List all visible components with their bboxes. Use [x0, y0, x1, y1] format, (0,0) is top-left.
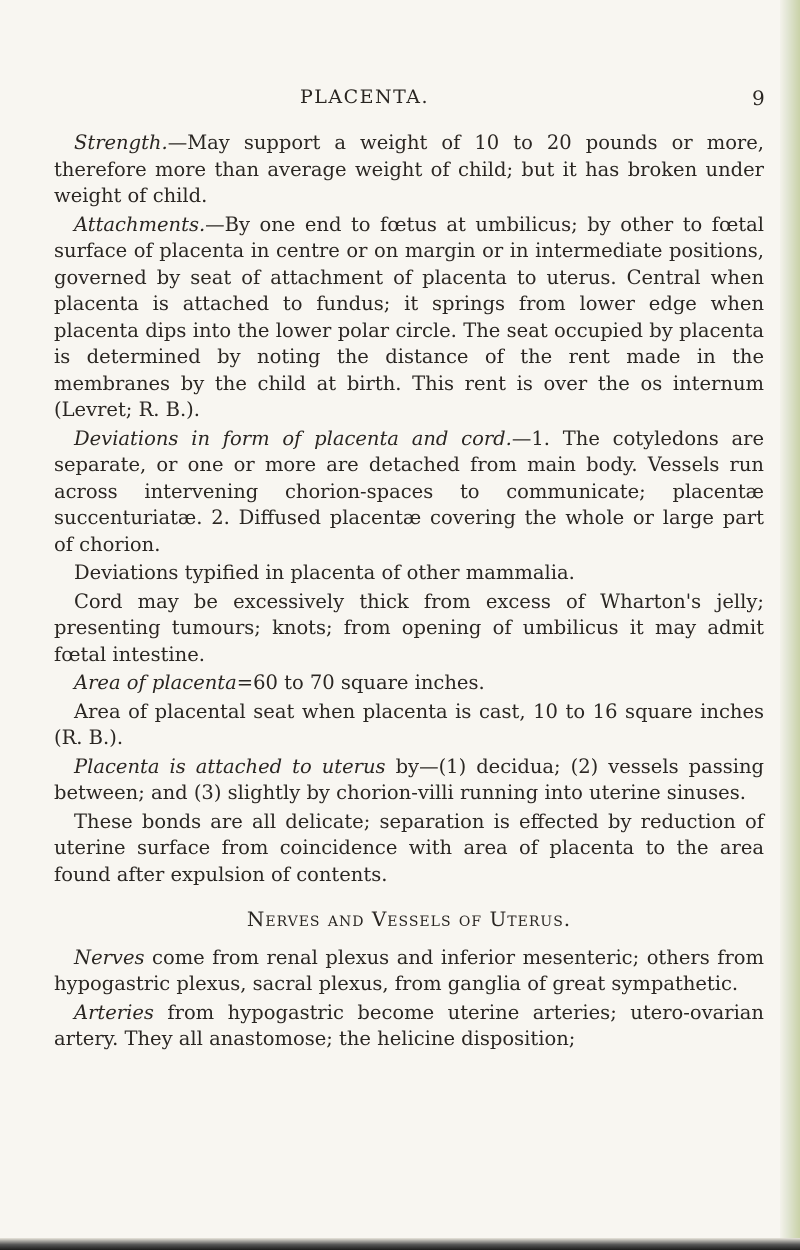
paragraph-lead [54, 700, 74, 723]
section-heading: Nerves and Vessels of Uterus. [246, 907, 572, 931]
paragraph-text: Deviations typified in placenta of other mammalia. [74, 561, 575, 584]
page-number: 9 [752, 86, 765, 110]
paragraph-lead [54, 590, 74, 613]
paragraph-lead: Area of placenta [74, 671, 237, 694]
paragraph-lead [54, 810, 74, 833]
running-head: PLACENTA. [300, 86, 430, 108]
paragraph-text: Cord may be excessively thick from excess of Wharton's jelly; presenting tumours; knots; from opening of umbilicus it may admit fœtal intestine. [54, 589, 764, 666]
paragraph-text: These bonds are all delicate; separation is effected by reduction of uterine surface from coincidence with area of placenta to the area found after expulsion of contents. [54, 809, 764, 886]
paragraph-text: —1. The cotyledons are separate, or one or more are detached from main body. Vessels run across intervening chorion-spaces to communicate; placentæ succenturiatæ. 2. Diffused placentæ covering the whole or large part of chorion. [54, 426, 765, 556]
paragraph-text: =60 to 70 square inches. [236, 671, 485, 694]
paragraph-text: Area of placental seat when placenta is cast, 10 to 16 square inches (R. B.). [54, 699, 764, 749]
paragraph-lead: Placenta is attached to uterus [74, 754, 386, 778]
paragraph-bonds [54, 809, 764, 889]
paragraph-strength [54, 130, 764, 210]
paragraph-text: —May support a weight of 10 to 20 pounds or more, therefore more than average weight of child; but it has broken under weight of child. [54, 131, 764, 207]
paragraph-area [54, 670, 764, 697]
paragraph-placental-seat [54, 699, 764, 752]
paragraph-nerves [54, 945, 764, 998]
paragraph-lead: Arteries [74, 1000, 154, 1024]
paragraph-cord [54, 589, 764, 669]
paragraph-lead [54, 561, 74, 584]
paragraph-attached [54, 754, 764, 807]
paragraph-arteries [54, 1000, 764, 1053]
paragraph-lead: Nerves [74, 945, 145, 969]
paragraph-lead: Deviations in form of placenta and cord. [74, 426, 512, 450]
paragraph-deviations [54, 426, 764, 559]
paragraph-attachments [54, 212, 764, 424]
page-header [0, 86, 800, 116]
paragraph-text: from hypogastric become uterine arteries; utero-ovarian artery. They all anastomose; the helicine disposition; [54, 1000, 764, 1050]
paragraph-text: by—(1) decidua; (2) vessels passing between; and (3) slightly by chorion-villi running into uterine sinuses. [54, 754, 764, 804]
paragraph-text: —By one end to fœtus at umbilicus; by other to fœtal surface of placenta in centre or on margin or in intermediate positions, governed by seat of attachment of placenta to uterus. Central when placenta is attached to fundus; it springs from lower edge when placenta dips into the lower polar circle. The seat occupied by placenta is determined by noting the distance of the rent made in the membranes by the child at birth. This rent is over the os internum (Levret; R. B.). [54, 212, 764, 421]
page-edge-right [780, 0, 800, 1250]
paragraph-lead: Attachments. [74, 212, 206, 236]
body-text [54, 130, 764, 1055]
page-edge-bottom [0, 1238, 800, 1250]
paragraph-text: come from renal plexus and inferior mesenteric; others from hypogastric plexus, sacral plexus, from ganglia of great sympathetic. [54, 945, 764, 995]
paragraph-lead: Strength. [74, 131, 168, 154]
paragraph-mammalia [54, 560, 764, 587]
